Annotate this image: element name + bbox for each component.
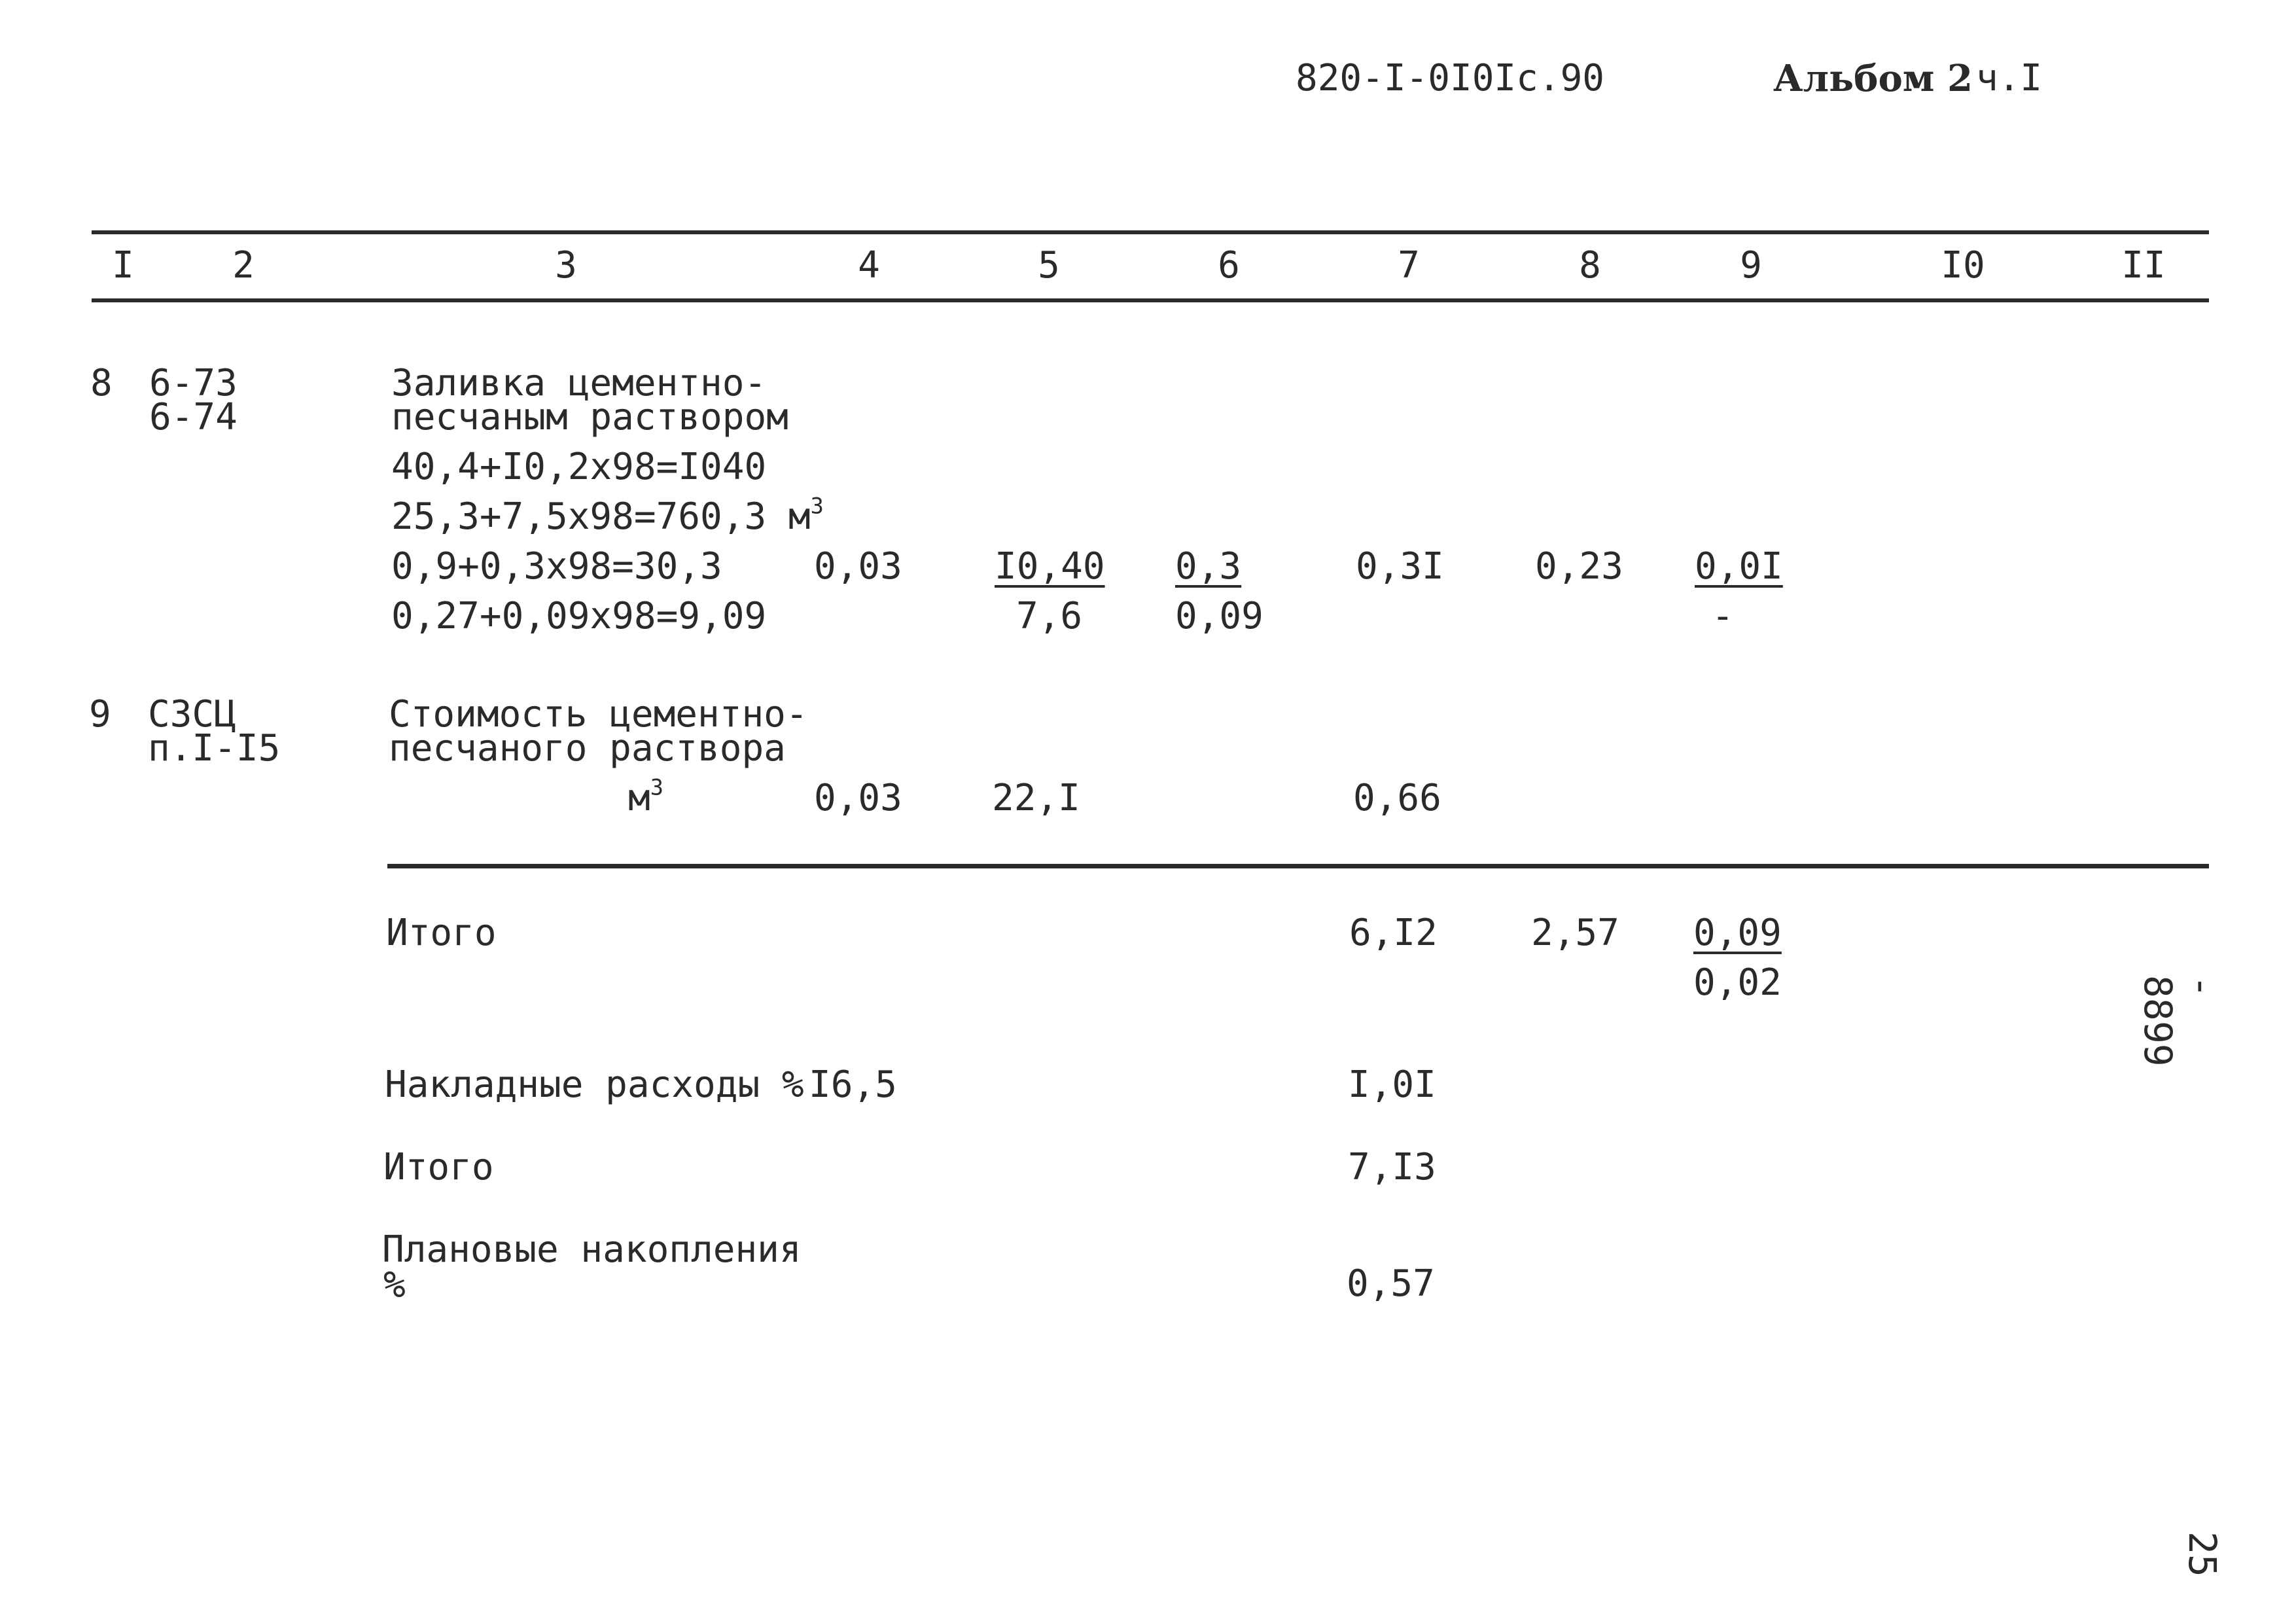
column-header: I0 xyxy=(1941,244,1985,287)
row-number: 8 xyxy=(90,362,113,404)
subtotal-cost: 6,I2 xyxy=(1349,912,1438,954)
wages-value: 0,23 xyxy=(1535,545,1623,588)
planned-savings-cost: 0,57 xyxy=(1347,1262,1435,1305)
unit-price-value: I0,40 xyxy=(995,545,1105,588)
quantity-value: 0,03 xyxy=(814,545,902,588)
document-code: 820-I-0I0Ic.90 xyxy=(1296,57,1605,99)
column-header: 6 xyxy=(1218,244,1240,287)
column-header: 4 xyxy=(858,244,880,287)
machine-wages-value: - xyxy=(1712,595,1734,637)
column-header: 2 xyxy=(232,244,255,287)
unit-machine-value: 0,3 xyxy=(1175,545,1242,588)
work-description: Стоимость цементно- xyxy=(389,693,808,736)
rate-code: п.I-I5 xyxy=(148,727,281,770)
work-description: Заливка цементно- xyxy=(391,362,767,404)
volume-calculation: 40,4+I0,2x98=I040 xyxy=(391,446,767,488)
work-description: песчаным раствором xyxy=(391,396,788,438)
subtotal-machine: 0,09 xyxy=(1693,912,1782,954)
work-description: песчаного раствора xyxy=(389,727,786,770)
planned-savings-label: Плановые накопления xyxy=(382,1228,802,1271)
column-header: II xyxy=(2121,244,2166,287)
subtotal-label: Итого xyxy=(386,912,497,954)
subtotal-wages: 2,57 xyxy=(1531,912,1619,954)
page-number: 25 xyxy=(2180,1531,2225,1577)
side-stamp: - 8899 xyxy=(2136,975,2225,1067)
rate-code: 6-73 xyxy=(149,362,238,404)
machine-value: 0,0I xyxy=(1695,545,1783,588)
unit-label: $м^3$ xyxy=(628,774,663,819)
column-header: I xyxy=(112,244,134,287)
column-header: 7 xyxy=(1398,244,1420,287)
volume-calculation: 0,9+0,3x98=30,3 xyxy=(391,545,722,588)
subtotal-machine-wages: 0,02 xyxy=(1693,961,1782,1004)
part-label: ч.I xyxy=(1976,57,2043,99)
column-header: 9 xyxy=(1740,244,1762,287)
unit-price-wages: 7,6 xyxy=(1016,595,1083,637)
volume-calculation: 0,27+0,09x98=9,09 xyxy=(391,595,767,637)
table-header-rule xyxy=(92,298,2209,302)
overhead-label: Накладные расходы % xyxy=(385,1063,804,1106)
planned-savings-percent: % xyxy=(383,1264,406,1306)
total-cost-value: 0,3I xyxy=(1356,545,1444,588)
column-header: 5 xyxy=(1038,244,1060,287)
table-top-rule xyxy=(92,230,2209,234)
row-number: 9 xyxy=(89,693,111,736)
rate-code: 6-74 xyxy=(149,396,238,438)
rate-code: СЗСЦ xyxy=(148,693,236,736)
total-cost-value: 0,66 xyxy=(1353,777,1441,819)
unit-price-value: 22,I xyxy=(992,777,1080,819)
total-cost: 7,I3 xyxy=(1348,1146,1436,1188)
column-header: 3 xyxy=(555,244,577,287)
summary-rule xyxy=(387,864,2209,868)
album-label: Альбом 2 xyxy=(1773,57,1973,100)
column-header: 8 xyxy=(1579,244,1601,287)
quantity-value: 0,03 xyxy=(814,777,902,819)
volume-calculation: 25,3+7,5x98=760,3 $м^3$ xyxy=(391,493,824,538)
overhead-cost: I,0I xyxy=(1348,1063,1436,1106)
total-label: Итого xyxy=(383,1146,494,1188)
unit-machine-wages: 0,09 xyxy=(1175,595,1263,637)
overhead-rate: I6,5 xyxy=(809,1063,897,1106)
